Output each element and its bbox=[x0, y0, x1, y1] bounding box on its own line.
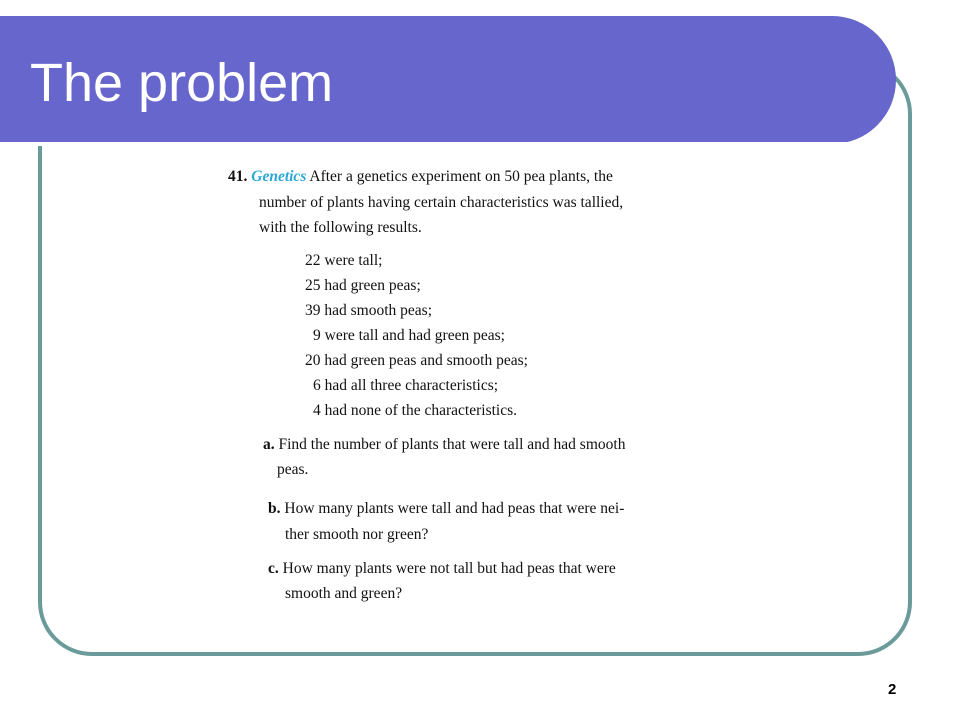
problem-intro-line-1 bbox=[228, 168, 613, 186]
result-item: 20 had green peas and smooth peas; bbox=[305, 352, 528, 369]
part-b-line-1 bbox=[268, 500, 624, 518]
part-c-text-1: How many plants were not tall but had peas that were bbox=[282, 560, 616, 577]
part-b-line-2: ther smooth nor green? bbox=[285, 526, 429, 543]
part-c-label: c. bbox=[268, 560, 279, 577]
part-a-line-2: peas. bbox=[277, 461, 309, 478]
title-underline bbox=[0, 142, 848, 146]
part-a-label: a. bbox=[263, 436, 275, 453]
result-item: 25 had green peas; bbox=[305, 277, 421, 294]
problem-intro-line-2: number of plants having certain characteristics was tallied, bbox=[259, 194, 624, 211]
part-a-text-1: Find the number of plants that were tall and had smooth bbox=[278, 436, 626, 453]
title-bar bbox=[0, 16, 896, 144]
problem-topic: Genetics bbox=[251, 168, 307, 185]
result-item: 4 had none of the characteristics. bbox=[313, 402, 517, 419]
slide-title: The problem bbox=[30, 53, 334, 113]
part-c-line-2: smooth and green? bbox=[285, 585, 403, 602]
page-number: 2 bbox=[888, 681, 897, 698]
problem-number: 41. bbox=[228, 168, 248, 185]
part-b-label: b. bbox=[268, 500, 281, 517]
intro-text-1: After a genetics experiment on 50 pea plants, the bbox=[309, 168, 613, 185]
result-item: 6 had all three characteristics; bbox=[313, 377, 499, 394]
part-a-line-1 bbox=[263, 436, 625, 454]
result-item: 9 were tall and had green peas; bbox=[313, 327, 505, 344]
part-b-text-1: How many plants were tall and had peas that were nei- bbox=[284, 500, 625, 517]
result-item: 39 had smooth peas; bbox=[305, 302, 432, 319]
result-item: 22 were tall; bbox=[305, 252, 383, 269]
problem-intro-line-3: with the following results. bbox=[259, 219, 422, 236]
part-c-line-1 bbox=[268, 560, 616, 578]
